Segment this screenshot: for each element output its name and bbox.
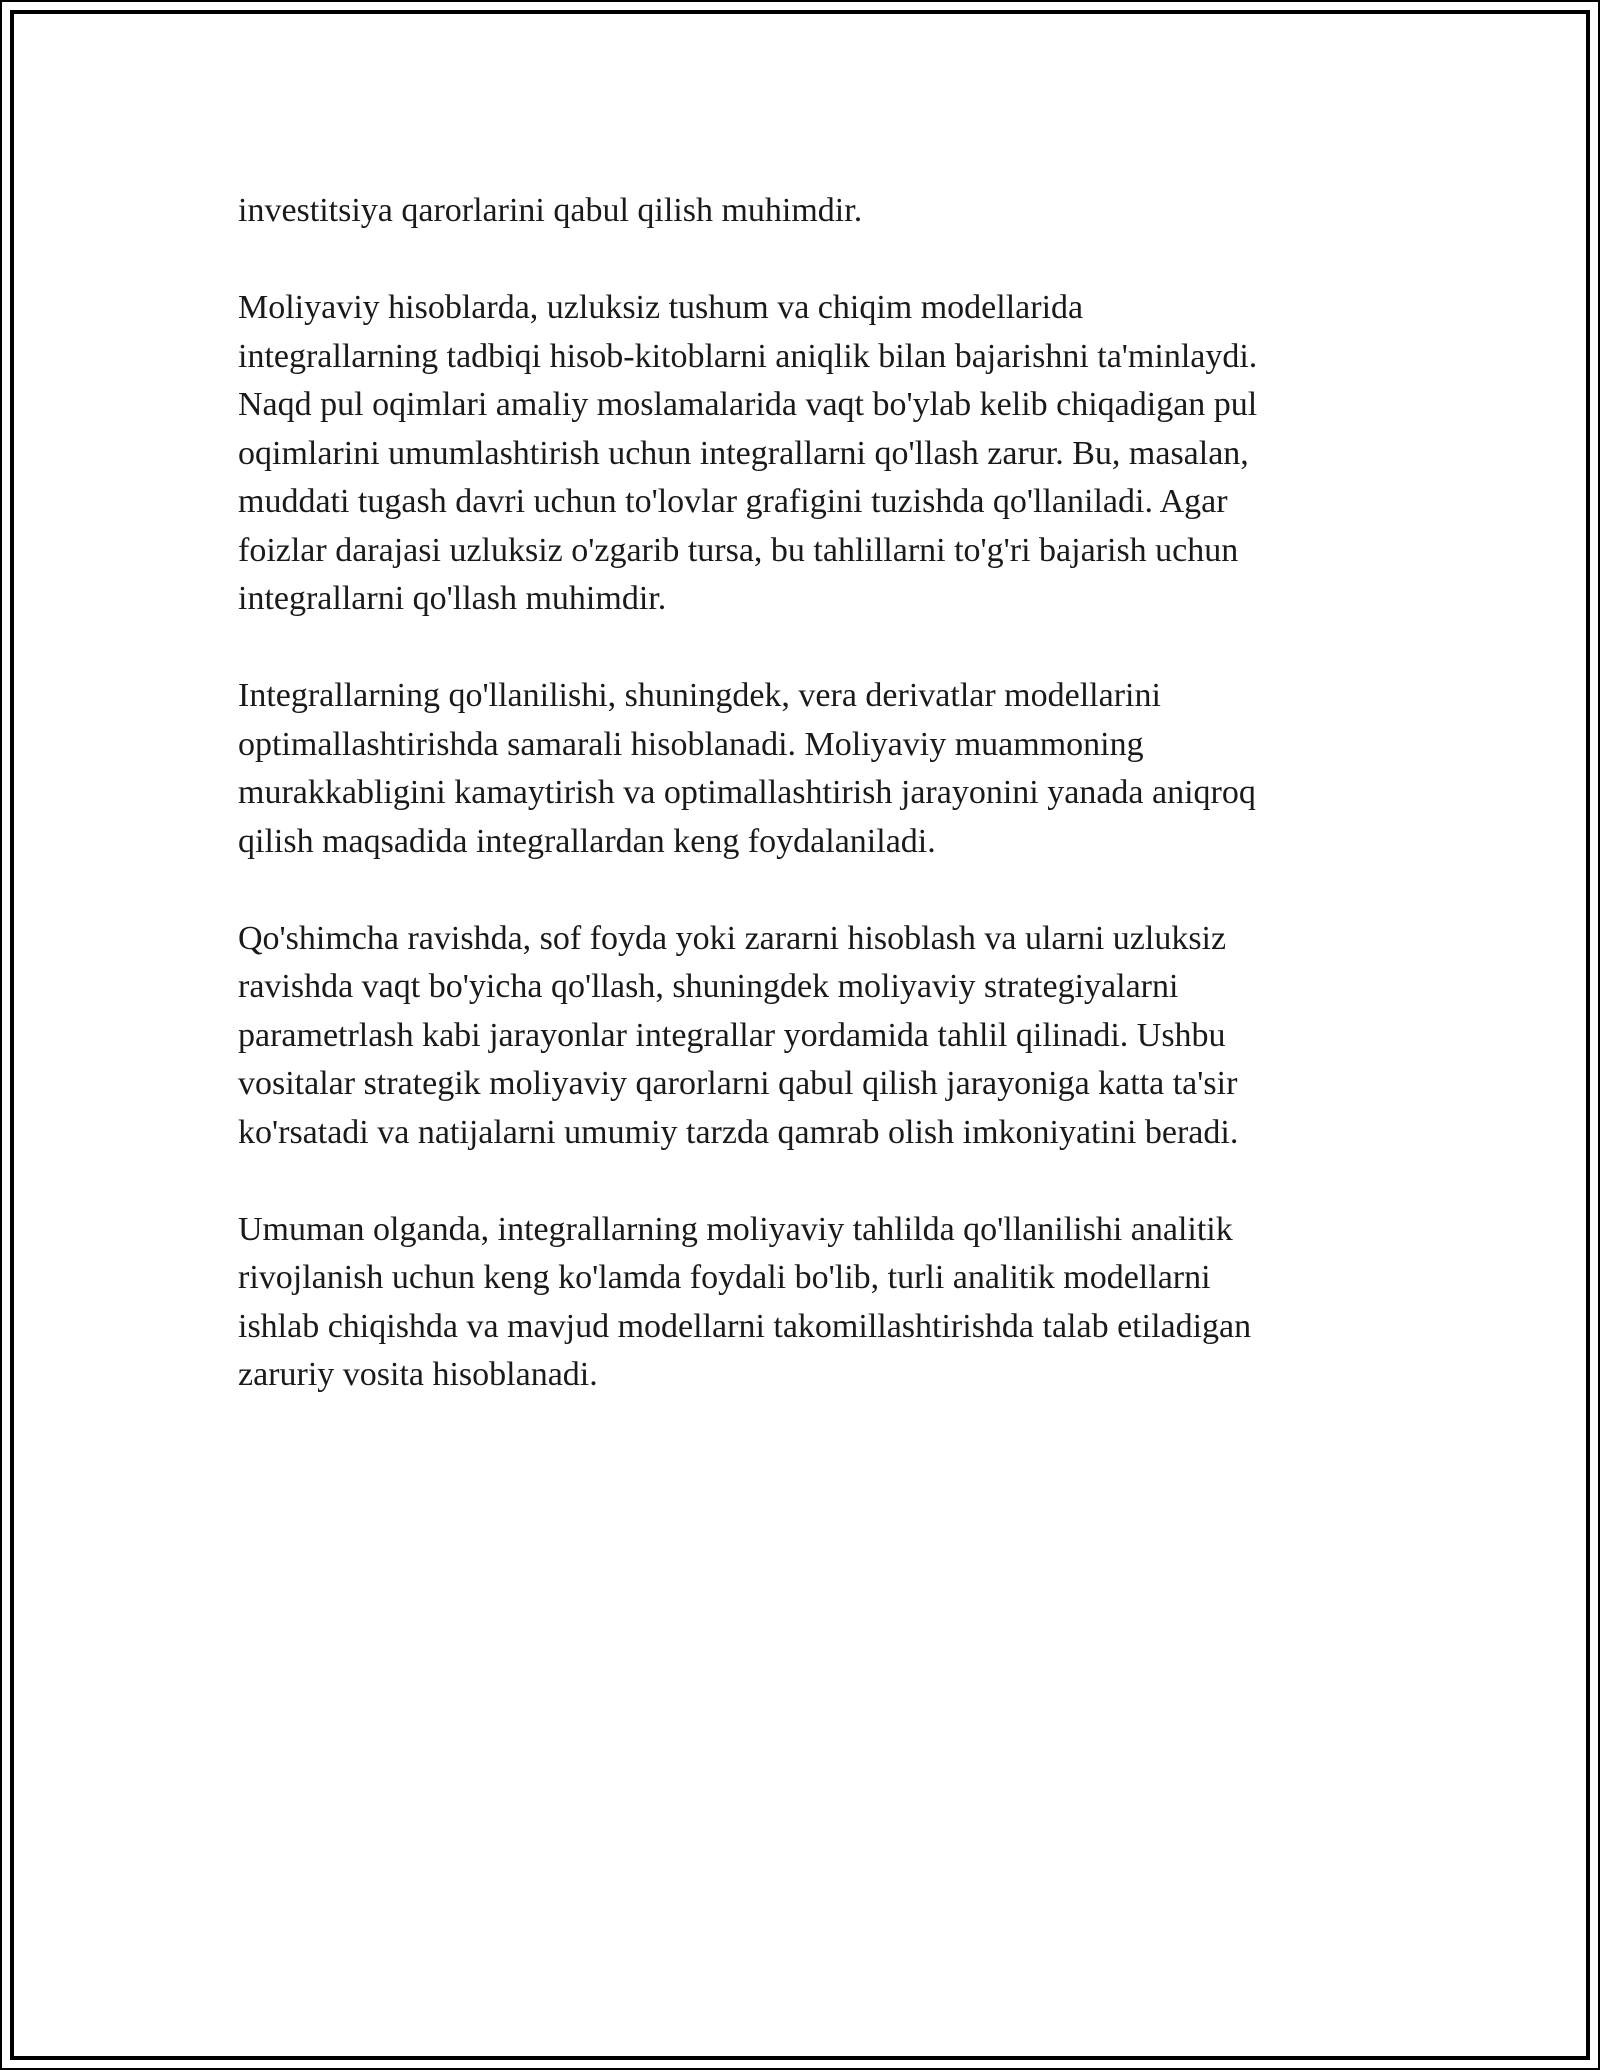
document-body [238, 187, 1358, 1448]
paragraph-5: Umuman olganda, integrallarning moliyaviy tahlilda qo'llanilishi analitik rivojlanish uchun keng ko'lamda foydali bo'lib, turli analitik modellarni ishlab chiqishda va mavjud modellarni takomillashtirishda talab etiladigan zaruriy vosita hisoblanadi. [238, 1210, 1252, 1393]
paragraph-3: Integrallarning qo'llanilishi, shuningdek, vera derivatlar modellarini optimallashtirishda samarali hisoblanadi. Moliyaviy muammoning murakkabligini kamaytirish va optimallashtirish jarayonini yanada aniqroq qilish maqsadida integrallardan keng foydalaniladi. [238, 677, 1256, 860]
paragraph-1: investitsiya qarorlarini qabul qilish muhimdir. [238, 192, 863, 229]
paragraph-4: Qo'shimcha ravishda, sof foyda yoki zararni hisoblash va ularni uzluksiz ravishda vaqt bo'yicha qo'llash, shuningdek moliyaviy strategiyalarni parametrlash kabi jarayonlar integrallar yordamida tahlil qilinadi. Ushbu vositalar strategik moliyaviy qarorlarni qabul qilish jarayoniga katta ta'sir ko'rsatadi va natijalarni umumiy tarzda qamrab olish imkoniyatini beradi. [238, 919, 1239, 1151]
paragraph-2: Moliyaviy hisoblarda, uzluksiz tushum va chiqim modellarida integrallarning tadbiqi hisob-kitoblarni aniqlik bilan bajarishni ta'minlaydi. Naqd pul oqimlari amaliy moslamalarida vaqt bo'ylab kelib chiqadigan pul oqimlarini umumlashtirish uchun integrallarni qo'llash zarur. Bu, masalan, muddati tugash davri uchun to'lovlar grafigini tuzishda qo'llaniladi. Agar foizlar darajasi uzluksiz o'zgarib tursa, bu tahlillarni to'g'ri bajarish uchun integrallarni qo'llash muhimdir. [238, 289, 1258, 617]
